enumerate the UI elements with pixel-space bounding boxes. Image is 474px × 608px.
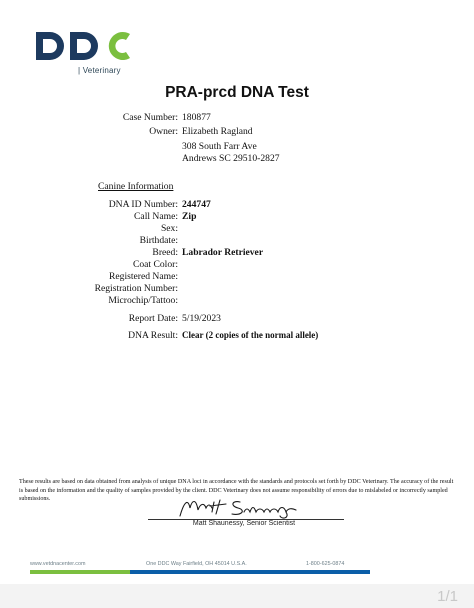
- report-date-label: Report Date:: [128, 313, 178, 324]
- call-name-label: Call Name:: [134, 211, 178, 222]
- owner-name: Elizabeth Ragland: [182, 126, 253, 137]
- page-indicator: 1/1: [437, 588, 458, 605]
- footer-bar-green: [30, 570, 130, 574]
- footer-website: www.vetdnacenter.com: [30, 561, 86, 567]
- dna-result-label: DNA Result:: [128, 330, 178, 341]
- signature-image: [170, 494, 320, 520]
- logo-subtitle: | Veterinary: [78, 66, 121, 75]
- footer-phone: 1-800-625-0874: [306, 561, 345, 567]
- footer-bar-blue: [130, 570, 370, 574]
- breed-label: Breed:: [152, 247, 178, 258]
- case-number-label: Case Number:: [122, 112, 178, 123]
- call-name-value: Zip: [182, 211, 197, 222]
- owner-address-line2: Andrews SC 29510-2827: [182, 153, 280, 164]
- dna-result: Clear (2 copies of the normal allele): [182, 330, 319, 340]
- canine-information-heading: Canine Information: [98, 181, 174, 192]
- breed-value: Labrador Retriever: [182, 247, 264, 258]
- owner-address-line1: 308 South Farr Ave: [182, 141, 257, 152]
- registration-number-label: Registration Number:: [94, 283, 178, 294]
- page-title: PRA-prcd DNA Test: [165, 84, 309, 101]
- footer-address: One DDC Way Fairfield, OH 45014 U.S.A.: [146, 561, 247, 567]
- dna-id-label: DNA ID Number:: [108, 199, 178, 210]
- microchip-label: Microchip/Tattoo:: [108, 295, 178, 306]
- case-number: 180877: [182, 112, 211, 123]
- registered-name-label: Registered Name:: [109, 271, 178, 282]
- birthdate-label: Birthdate:: [139, 235, 178, 246]
- dna-id-value: 244747: [182, 199, 211, 210]
- disclaimer-text: These results are based on data obtained from analysis of unique DNA loci in accordance with the standards and protocols set forth by DDC Veterinary. The accuracy of the result is based on the information and the quality of samples provided by the client. DDC Veterinary does not assume responsibility of errors due to mislabeled or incorrectly sampled submissions.: [19, 479, 454, 503]
- coat-color-label: Coat Color:: [132, 259, 178, 270]
- report-date: 5/19/2023: [182, 313, 221, 324]
- sex-label: Sex:: [160, 223, 178, 234]
- signatory-name: Matt Shaunessy, Senior Scientist: [192, 520, 296, 527]
- owner-label: Owner:: [149, 126, 178, 137]
